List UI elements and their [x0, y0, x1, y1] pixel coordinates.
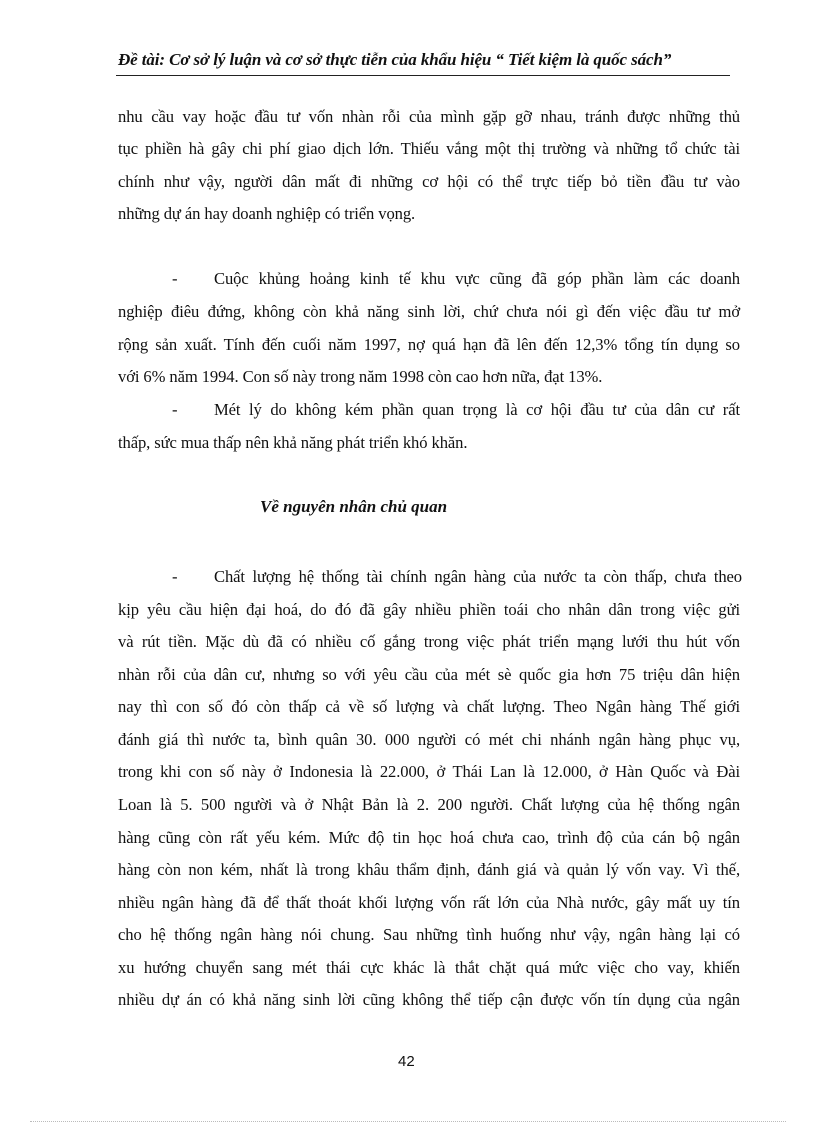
paragraph-line: hàng còn non kém, nhất là trong khâu thẩm định, đánh giá và quản lý vốn vay. Vì thế,: [118, 860, 740, 879]
paragraph-line: Mét lý do không kém phần quan trọng là cơ hội đầu tư của dân cư rất: [214, 400, 740, 419]
paragraph-line: đánh giá thì nước ta, bình quân 30. 000 người có mét chi nhánh ngân hàng phục vụ,: [118, 730, 740, 749]
paragraph-line: nhàn rỗi của dân cư, nhưng so với yêu cầu của mét sè quốc gia hơn 75 triệu dân hiện: [118, 665, 740, 684]
paragraph-line: trong khi con số này ở Indonesia là 22.000, ở Thái Lan là 12.000, ở Hàn Quốc và Đài: [118, 762, 740, 781]
bullet-dash: -: [172, 400, 178, 419]
paragraph-line: nhu cầu vay hoặc đầu tư vốn nhàn rỗi của mình gặp gỡ nhau, tránh được những thủ: [118, 107, 740, 126]
paragraph-line: cho hệ thống ngân hàng nói chung. Sau những tình huống như vậy, ngân hàng lại có: [118, 925, 740, 944]
header-divider: [116, 75, 730, 76]
paragraph-line: và rút tiền. Mặc dù đã có nhiều cố gắng trong việc phát triển mạng lưới thu hút vốn: [118, 632, 740, 651]
paragraph-line: tục phiền hà gây chi phí giao dịch lớn. Thiếu vắng một thị trường và những tổ chức tài: [118, 139, 740, 158]
page-number: 42: [398, 1053, 415, 1070]
paragraph-line: kịp yêu cầu hiện đại hoá, do đó đã gây nhiều phiền toái cho nhân dân trong việc gửi: [118, 600, 740, 619]
paragraph-line: Cuộc khủng hoảng kinh tế khu vực cũng đã góp phần làm các doanh: [214, 269, 740, 288]
paragraph-line: nay thì con số đó còn thấp cả về số lượng và chất lượng. Theo Ngân hàng Thế giới: [118, 697, 740, 716]
paragraph-line: với 6% năm 1994. Con số này trong năm 1998 còn cao hơn nữa, đạt 13%.: [118, 367, 603, 386]
paragraph-line: hàng cũng còn rất yếu kém. Mức độ tin học hoá chưa cao, trình độ của cán bộ ngân: [118, 828, 740, 847]
bullet-dash: -: [172, 567, 178, 586]
paragraph-line: thấp, sức mua thấp nên khả năng phát triển khó khăn.: [118, 433, 468, 452]
document-header-title: Đề tài: Cơ sở lý luận và cơ sở thực tiễn của khẩu hiệu “ Tiết kiệm là quốc sách”: [118, 50, 672, 69]
paragraph-line: rộng sản xuất. Tính đến cuối năm 1997, nợ quá hạn đã lên đến 12,3% tổng tín dụng so: [118, 335, 740, 354]
bullet-dash: -: [172, 269, 178, 288]
paragraph-line: chính như vậy, người dân mất đi những cơ hội có thể trực tiếp bỏ tiền đầu tư vào: [118, 172, 740, 191]
section-heading: Về nguyên nhân chủ quan: [260, 497, 448, 516]
paragraph-line: xu hướng chuyển sang mét thái cực khác là thắt chặt quá mức việc cho vay, khiến: [118, 958, 740, 977]
page-bottom-divider: [30, 1121, 786, 1122]
paragraph-line: Chất lượng hệ thống tài chính ngân hàng của nước ta còn thấp, chưa theo: [214, 567, 742, 586]
paragraph-line: Loan là 5. 500 người và ở Nhật Bản là 2. 200 người. Chất lượng của hệ thống ngân: [118, 795, 740, 814]
paragraph-line: nhiều dự án có khả năng sinh lời cũng không thể tiếp cận được vốn tín dụng của ngân: [118, 990, 740, 1009]
paragraph-line: những dự án hay doanh nghiệp có triển vọng.: [118, 204, 416, 223]
paragraph-line: nhiều ngân hàng đã để thất thoát khối lượng vốn rất lớn của Nhà nước, gây mất uy tín: [118, 893, 740, 912]
paragraph-line: nghiệp điêu đứng, không còn khả năng sinh lời, chứ chưa nói gì đến việc đầu tư mở: [118, 302, 740, 321]
